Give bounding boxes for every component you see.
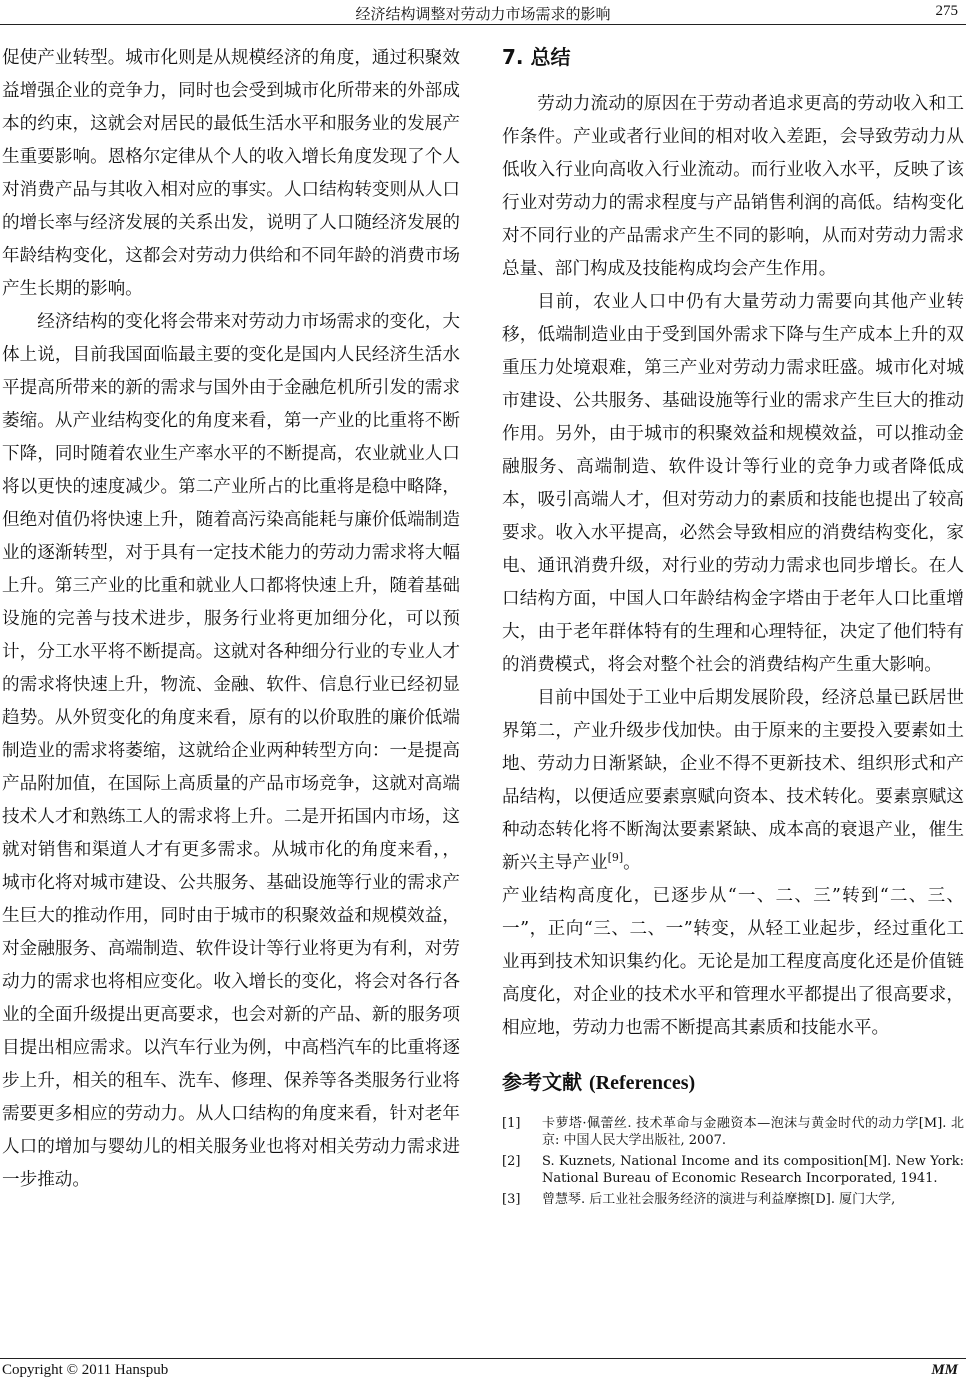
reference-number: [3] [502, 1192, 521, 1207]
left-column [2, 42, 460, 1197]
references-heading-en: (References) [588, 1072, 696, 1094]
reference-item [502, 1153, 964, 1187]
references-heading [502, 1067, 964, 1101]
copyright-notice: Copyright © 2011 Hanspub [2, 1362, 169, 1378]
body-paragraph: 产业结构高度化，已逐步从“一、二、三”转到“二、三、一”，正向“三、二、一”转变，从轻工业起步，经过重化工业再到技术知识集约化。无论是加工程度高度化还是价值链高度化，对企业的技术水平和管理水平都提出了很高要求，相应地，劳动力也需不断提高其素质和技能水平。 [502, 886, 964, 1038]
body-paragraph: 劳动力流动的原因在于劳动者追求更高的劳动收入和工作条件。产业或者行业间的相对收入差距，会导致劳动力从低收入行业向高收入行业流动。而行业收入水平，反映了该行业对劳动力的需求程度与产品销售利润的高低。结构变化对不同行业的产品需求产生不同的影响，从而对劳动力需求总量、部门构成及技能构成均会产生作用。 [502, 94, 964, 279]
body-paragraph: 目前，农业人口中仍有大量劳动力需要向其他产业转移，低端制造业由于受到国外需求下降与生产成本上升的双重压力处境艰难，第三产业对劳动力需求旺盛。城市化对城市建设、公共服务、基础设施等行业的需求产生巨大的推动作用。另外，由于城市的积聚效益和规模效益，可以推动金融服务、高端制造、软件设计等行业的竞争力或者降低成本，吸引高端人才，但对劳动力的素质和技能也提出了较高要求。收入水平提高，必然会导致相应的消费结构变化，家电、通讯消费升级，对行业的劳动力需求也同步增长。在人口结构方面，中国人口年龄结构金字塔由于老年人口比重增大，由于老年群体特有的生理和心理特征，决定了他们特有的消费模式，将会对整个社会的消费结构产生重大影响。 [502, 292, 964, 675]
footer-rule [0, 1358, 966, 1359]
reference-number: [1] [502, 1116, 521, 1131]
references-heading-cn: 参考文献 [502, 1070, 582, 1094]
body-paragraph: 经济结构的变化将会带来对劳动力市场需求的变化，大体上说，目前我国面临最主要的变化是国内人民经济生活水平提高所带来的新的需求与国外由于金融危机所引发的需求萎缩。从产业结构变化的角度来看，第一产业的比重将不断下降，同时随着农业生产率水平的不断提高，农业就业人口将以更快的速度减少。第二产业所占的比重将是稳中略降，但绝对值仍将快速上升，随着高污染高能耗与廉价低端制造业的逐渐转型，对于具有一定技术能力的劳动力需求将大幅上升。第三产业的比重和就业人口都将快速上升，随着基础设施的完善与技术进步，服务行业将更加细分化，可以预计，分工水平将不断提高。这就对各种细分行业的专业人才的需求将快速上升，物流、金融、软件、信息行业已经初显趋势。从外贸变化的角度来看，原有的以价取胜的廉价低端制造业的需求将萎缩，这就给企业两种转型方向：一是提高产品附加值，在国际上高质量的产品市场竞争，这就对高端技术人才和熟练工人的需求将上升。二是开拓国内市场，这就对销售和渠道人才有更多需求。从城市化的角度来看，，城市化将对城市建设、公共服务、基础设施等行业的需求产生巨大的推动作用，同时由于城市的积聚效益和规模效益，对金融服务、高端制造、软件设计等行业将更为有利，对劳动力的需求也将相应变化。收入增长的变化，将会对各行各业的全面升级提出更高要求，也会对新的产品、新的服务项目提出相应需求。以汽车行业为例，中高档汽车的比重将逐步上升，相关的租车、洗车、修理、保养等各类服务行业将需要更多相应的劳动力。从人口结构的角度来看，针对老年人口的增加与婴幼儿的相关服务业也将对相关劳动力需求进一步推动。 [2, 312, 460, 1190]
page-footer [0, 1352, 966, 1386]
body-paragraph: 促使产业转型。城市化则是从规模经济的角度，通过积聚效益增强企业的竞争力，同时也会受到城市化所带来的外部成本的约束，这就会对居民的最低生活水平和服务业的发展产生重要影响。恩格尔定律从个人的收入增长角度发现了个人对消费产品与其收入相对应的事实。人口结构转变则从人口的增长率与经济发展的关系出发，说明了人口随经济发展的年龄结构变化，这都会对劳动力供给和不同年龄的消费市场产生长期的影响。 [2, 48, 460, 299]
reference-item [502, 1191, 964, 1208]
journal-abbreviation: MM [931, 1362, 958, 1378]
running-title: 经济结构调整对劳动力市场需求的影响 [355, 5, 611, 23]
reference-text: 曾慧琴. 后工业社会服务经济的演进与利益摩擦[D]. 厦门大学, [542, 1192, 896, 1207]
body-paragraph [502, 682, 964, 880]
header-rule [0, 24, 966, 25]
reference-number: [2] [502, 1154, 521, 1169]
paragraph-text: 目前中国处于工业中后期发展阶段，经济总量已跃居世界第二，产业升级步伐加快。由于原来的主要投入要素如土地、劳动力日渐紧缺，企业不得不更新技术、组织形式和产品结构，以便适应要素禀赋向资本、技术转化。要素禀赋这种动态转化将不断淘汰要素紧缺、成本高的衰退产业，催生新兴主导产业 [502, 688, 964, 873]
reference-text: 卡萝塔·佩蕾丝. 技术革命与金融资本—泡沫与黄金时代的动力学[M]. 北京: 中国人民大学出版社, 2007. [542, 1116, 964, 1148]
reference-item [502, 1115, 964, 1149]
page-number: 275 [935, 3, 958, 19]
section-heading-conclusion: 7. 总结 [502, 45, 571, 69]
right-column [502, 42, 964, 1212]
paragraph-text: 。 [623, 853, 641, 873]
reference-text: S. Kuznets, National Income and its composition[M]. New York: National Bureau of Economic Research Incorporated, 1941. [542, 1154, 964, 1186]
citation-link[interactable]: [9] [607, 851, 624, 865]
page-header [0, 0, 966, 26]
